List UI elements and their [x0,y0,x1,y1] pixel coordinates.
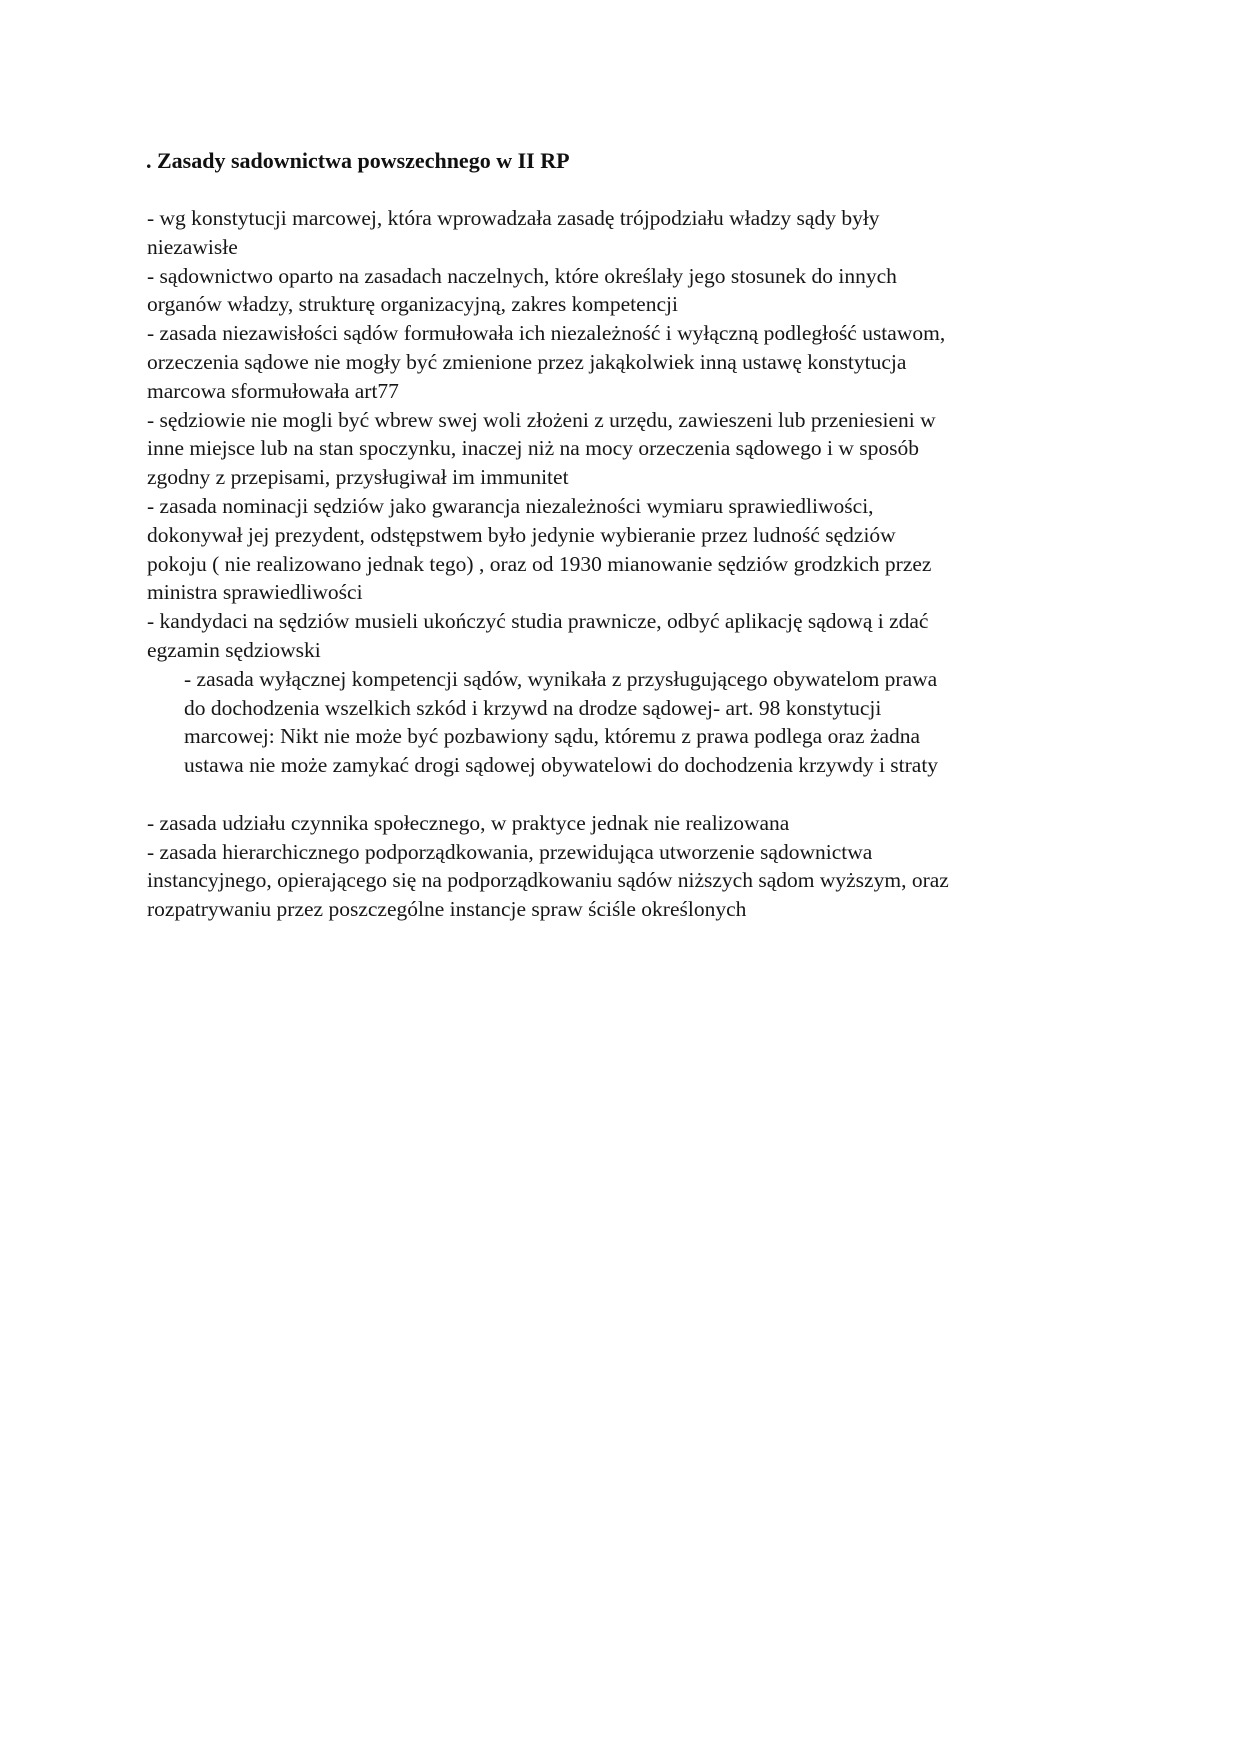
indented-text-line: - zasada wyłącznej kompetencji sądów, wynikała z przysługującego obywatelom prawa [184,666,938,691]
text-line: - kandydaci na sędziów musieli ukończyć studia prawnicze, odbyć aplikację sądową i zdać [147,609,929,634]
text-line: organów władzy, strukturę organizacyjną, zakres kompetencji [147,292,678,317]
text-line: - zasada udziału czynnika społecznego, w praktyce jednak nie realizowana [147,810,790,835]
text-line: - sędziowie nie mogli być wbrew swej woli złożeni z urzędu, zawieszeni lub przeniesieni w [147,407,936,432]
text-line: pokoju ( nie realizowano jednak tego) , oraz od 1930 mianowanie sędziów grodzkich przez [147,551,932,576]
text-line: inne miejsce lub na stan spoczynku, inaczej niż na mocy orzeczenia sądowego i w sposób [147,436,919,461]
document-body [147,204,1107,924]
text-line: - zasada hierarchicznego podporządkowania, przewidująca utworzenie sądownictwa [147,839,873,864]
text-line: zgodny z przepisami, przysługiwał im immunitet [147,465,569,490]
text-line: - zasada nominacji sędziów jako gwarancja niezależności wymiaru sprawiedliwości, [147,493,874,518]
text-line: marcowa sformułowała art77 [147,378,399,403]
text-line: dokonywał jej prezydent, odstępstwem było jedynie wybieranie przez ludność sędziów [147,522,896,547]
text-line: rozpatrywaniu przez poszczególne instancje spraw ściśle określonych [147,897,747,922]
text-line: instancyjnego, opierającego się na podporządkowaniu sądów niższych sądom wyższym, oraz [147,868,949,893]
text-line: orzeczenia sądowe nie mogły być zmienione przez jakąkolwiek inną ustawę konstytucja [147,349,907,374]
blank-line [147,780,1107,809]
indented-text-line: ustawa nie może zamykać drogi sądowej obywatelowi do dochodzenia krzywdy i straty [184,753,939,778]
text-line: niezawisłe [147,234,238,259]
text-line: - zasada niezawisłości sądów formułowała ich niezależność i wyłączną podległość ustawom, [147,321,946,346]
text-line: ministra sprawiedliwości [147,580,363,605]
document-title: . Zasady sadownictwa powszechnego w II RP [146,148,570,173]
text-line: - wg konstytucji marcowej, która wprowadzała zasadę trójpodziału władzy sądy były [147,206,880,230]
indented-text-line: marcowej: Nikt nie może być pozbawiony sądu, któremu z prawa podlega oraz żadna [184,724,921,749]
indented-text-line: do dochodzenia wszelkich szkód i krzywd na drodze sądowej- art. 98 konstytucji [184,695,882,720]
text-line: egzamin sędziowski [147,637,321,662]
text-line: - sądownictwo oparto na zasadach naczelnych, które określały jego stosunek do innych [147,263,897,288]
